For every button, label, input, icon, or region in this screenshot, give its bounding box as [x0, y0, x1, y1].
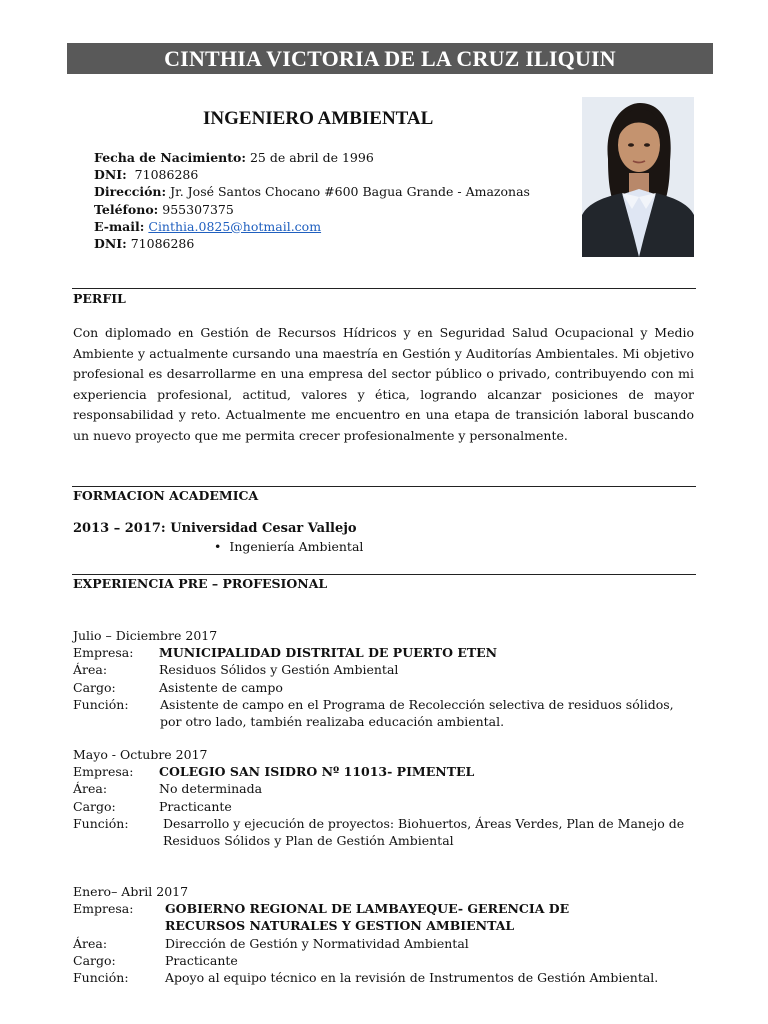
job-area: Residuos Sólidos y Gestión Ambiental — [159, 662, 399, 678]
section-divider-experience — [72, 574, 696, 575]
birth-date-label: Fecha de Nacimiento: — [94, 150, 246, 165]
perfil-heading: PERFIL — [73, 291, 126, 306]
area-label: Área: — [73, 935, 108, 951]
job-entry — [73, 746, 685, 849]
birth-date-value: 25 de abril de 1996 — [245, 150, 374, 165]
job-company: MUNICIPALIDAD DISTRITAL DE PUERTO ETEN — [159, 645, 498, 661]
area-label: Área: — [73, 781, 108, 797]
empresa-label: Empresa: — [73, 645, 134, 661]
area-label: Área: — [73, 662, 108, 678]
candidate-name: CINTHIA VICTORIA DE LA CRUZ ILIQUIN — [164, 46, 616, 71]
birth-date-row — [94, 149, 530, 166]
profession-title: INGENIERO AMBIENTAL — [203, 108, 434, 129]
dni-row-2 — [94, 235, 530, 252]
job-period: Mayo - Octubre 2017 — [73, 747, 208, 762]
candidate-name-banner — [67, 43, 713, 74]
email-link[interactable]: Cinthia.0825@hotmail.com — [148, 218, 322, 234]
cargo-label: Cargo: — [73, 679, 116, 695]
cargo-label: Cargo: — [73, 952, 116, 968]
job-company: GOBIERNO REGIONAL DE LAMBAYEQUE- GERENCIA DE RECURSOS NATURALES Y GESTION AMBIENTAL — [165, 901, 570, 934]
bullet-icon: • — [214, 539, 222, 554]
address-label: Dirección: — [94, 184, 167, 200]
profile-photo — [582, 97, 694, 257]
job-position: Practicante — [165, 952, 238, 968]
education-item-text: Ingeniería Ambiental — [229, 539, 364, 554]
profile-photo-illustration — [582, 97, 694, 257]
address-row — [94, 183, 530, 200]
job-position: Practicante — [159, 798, 232, 814]
funcion-label: Función: — [73, 696, 129, 712]
section-divider-perfil — [72, 288, 696, 289]
empresa-label: Empresa: — [73, 764, 134, 780]
perfil-text: Con diplomado en Gestión de Recursos Hídricos y en Seguridad Salud Ocupacional y Medio Ambiente y actualmente cursando una maestría en Gestión y Auditorías Ambientales. Mi objetivo profesional es desarrollarme en una empresa del sector público o privado, contribuyendo con mi experiencia profesional, actitud, valores y ética, logrando alcanzar posiciones de mayor responsabilidad y reto. Actualmente me encuentro en una etapa de transición laboral buscando un nuevo proyecto que me permita crecer profesionalmente y personalmente. — [73, 325, 694, 443]
job-area: No determinada — [159, 781, 263, 797]
job-period: Julio – Diciembre 2017 — [73, 628, 218, 643]
funcion-label: Función: — [73, 970, 129, 986]
job-company: COLEGIO SAN ISIDRO Nº 11013- PIMENTEL — [159, 764, 475, 780]
address-value: Jr. José Santos Chocano #600 Bagua Grande - Amazonas — [166, 184, 530, 200]
phone-row — [94, 201, 530, 218]
dni-value: 71086286 — [126, 167, 199, 183]
funcion-label: Función: — [73, 815, 129, 831]
job-position: Asistente de campo — [159, 679, 283, 695]
education-line: 2013 – 2017: Universidad Cesar Vallejo — [73, 521, 357, 536]
experience-heading: EXPERIENCIA PRE – PROFESIONAL — [73, 576, 328, 591]
phone-value: 955307375 — [158, 201, 234, 217]
job-function: Desarrollo y ejecución de proyectos: Biohuertos, Áreas Verdes, Plan de Manejo de Residuos Sólidos y Plan de Gestión Ambiental — [163, 815, 685, 849]
dni-value-2: 71086286 — [126, 236, 195, 252]
job-entry — [73, 883, 695, 986]
email-label: E-mail: — [94, 218, 145, 234]
dni-row — [94, 166, 530, 183]
contact-block — [94, 149, 530, 252]
job-entry — [73, 627, 695, 730]
job-area: Dirección de Gestión y Normatividad Ambiental — [165, 935, 469, 951]
empresa-label: Empresa: — [73, 901, 134, 917]
section-divider-education — [72, 486, 696, 487]
job-function: Apoyo al equipo técnico en la revisión de Instrumentos de Gestión Ambiental. — [165, 970, 659, 986]
job-period: Enero– Abril 2017 — [73, 884, 189, 899]
phone-label: Teléfono: — [94, 201, 159, 217]
dni-label-2: DNI: — [94, 236, 127, 252]
cargo-label: Cargo: — [73, 798, 116, 814]
dni-label: DNI: — [94, 167, 127, 183]
education-item — [214, 539, 363, 554]
email-row — [94, 218, 530, 235]
education-heading: FORMACION ACADEMICA — [73, 488, 259, 503]
job-function: Asistente de campo en el Programa de Recolección selectiva de residuos sólidos, por otro lado, también realizaba educación ambiental. — [160, 696, 674, 730]
